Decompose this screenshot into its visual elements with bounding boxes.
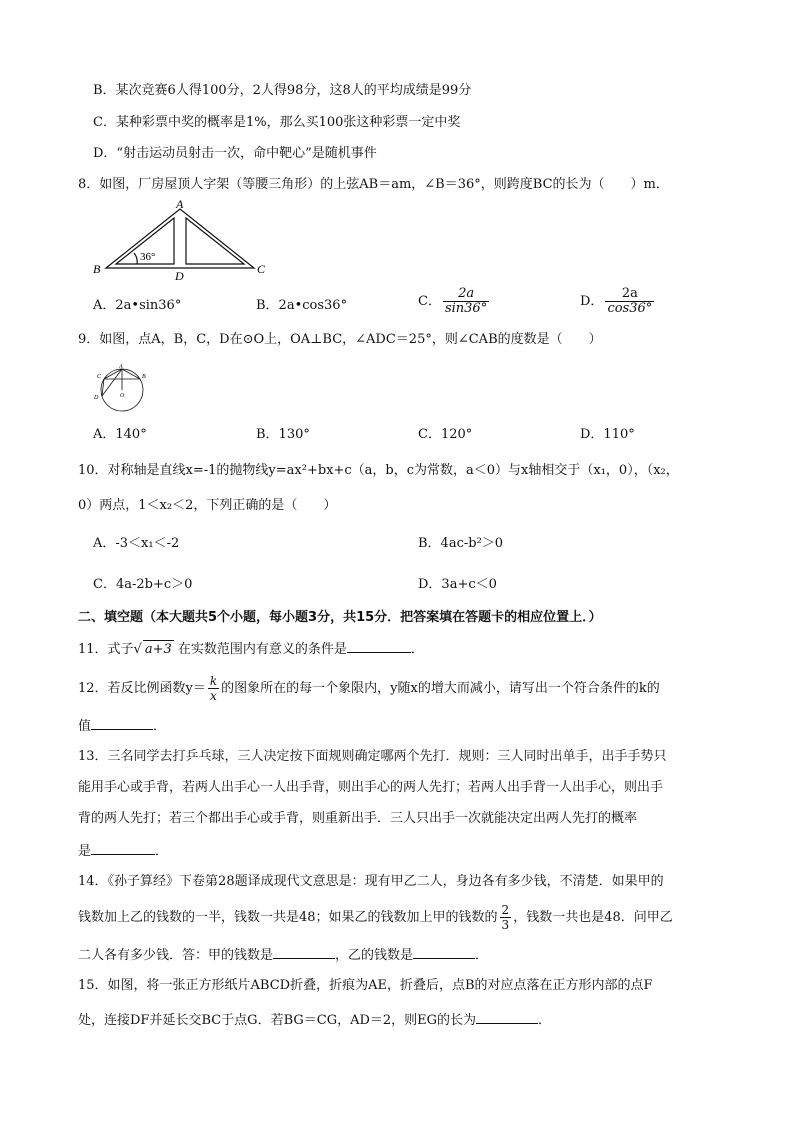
q14-line3-b: ，乙的钱数是 — [335, 948, 414, 963]
q9-label-b: B — [142, 374, 146, 380]
q15-line2-text: 处，连接DF并延长交BC于点G．若BG＝CG，AD＝2，则EG的长为 — [78, 1013, 477, 1028]
q8-right-inner-triangle — [186, 218, 244, 264]
q14-answer-blank-1[interactable] — [273, 945, 335, 959]
q12-end: ． — [153, 719, 167, 734]
q9-option-a: A．140° — [93, 427, 147, 442]
q8-label-a: A — [176, 198, 184, 211]
q8-option-c — [418, 287, 491, 316]
q14-line2-a: 钱数加上乙的钱数的一半，钱数一共是48；如果乙的钱数加上甲的钱数的 — [78, 910, 498, 925]
q14-denominator: 3 — [501, 918, 510, 932]
q12-answer-blank[interactable] — [91, 716, 153, 730]
q13-line1: 13．三名同学去打乒乓球，三人决定按下面规则确定哪两个先打．规则：三人同时出单手，出手手势只 — [78, 749, 667, 764]
q9-label-a: A — [119, 364, 123, 370]
q8-option-d-numerator: 2a — [605, 287, 654, 302]
q13-line4 — [78, 841, 168, 861]
q12-line2: 值 — [78, 719, 92, 734]
section-2-title: 二、填空题（本大题共5个小题，每小题3分，共15分．把答案填在答题卡的相应位置上．） — [78, 610, 602, 625]
q14-line3 — [78, 945, 488, 965]
q11-radicand: a+3 — [144, 642, 172, 657]
q8-angle-arc — [134, 253, 137, 264]
q14-line3-a: 二人各有多少钱．答：甲的钱数是 — [78, 948, 274, 963]
q8-label-b: B — [93, 262, 101, 276]
q8-option-d — [580, 287, 656, 316]
q9-label-d: D — [94, 395, 99, 401]
q11-stem: 11．式子√ a+3 在实数范围内有意义的条件是 ． — [78, 639, 424, 659]
q8-option-c-label: C． — [418, 294, 441, 309]
q8-truss-figure — [90, 198, 280, 280]
q14-line2-b: ，钱数一共也是48．问甲乙 — [513, 910, 673, 925]
q9-stem: 9．如图，点A，B，C，D在⊙O上，OA⊥BC，∠ADC＝25°，则∠CAB的度数是（ ） — [78, 332, 602, 347]
q8-outer-triangle — [106, 209, 254, 268]
q12-numerator: k — [209, 674, 218, 688]
q11-suffix: 在实数范围内有意义的条件是 — [177, 642, 347, 657]
q9-label-c: C — [97, 374, 102, 380]
q9-circle-figure — [90, 360, 152, 416]
q11-answer-blank[interactable] — [347, 639, 411, 653]
q7-option-d: D．“射击运动员射击一次，命中靶心”是随机事件 — [93, 146, 377, 161]
q13-line3: 背的两人先打；若三个都出手心或手背，则重新出手．三人只出手一次就能决定出两人先打的概率 — [78, 811, 638, 826]
q14-numerator: 2 — [501, 903, 510, 917]
q15-line2 — [78, 1010, 551, 1030]
q12-stem-line2 — [78, 716, 166, 736]
q12-prefix: 12．若反比例函数y＝ — [78, 681, 206, 696]
q12-denominator: x — [210, 689, 217, 703]
q10-option-b: B．4ac-b²＞0 — [418, 536, 504, 551]
q8-stem: 8．如图，厂房屋顶人字架（等腰三角形）的上弦AB＝am，∠B＝36°，则跨度BC的长为（ ）m． — [78, 177, 669, 192]
q13-answer-blank[interactable] — [91, 841, 155, 855]
q9-option-b: B．130° — [256, 427, 310, 442]
q13-line4-text: 是 — [78, 844, 92, 859]
q8-angle-label: 36° — [140, 251, 156, 263]
q8-option-b: B．2a•cos36° — [256, 298, 348, 313]
q9-label-o: O — [120, 393, 125, 399]
q11-prefix: 11．式子 — [78, 642, 134, 657]
q13-line2: 能用手心或手背，若两人出手心一人出手背，则出手心的两人先打；若两人出手背一人出手心，则出手 — [78, 780, 664, 795]
q8-label-d: D — [175, 269, 184, 280]
q15-end: ． — [538, 1013, 552, 1028]
q14-answer-blank-2[interactable] — [413, 945, 475, 959]
q8-option-d-label: D． — [580, 294, 604, 309]
q10-option-a: A．-3＜x₁＜-2 — [93, 536, 180, 551]
q14-end: ． — [475, 948, 489, 963]
q12-suffix: 的图象所在的每一个象限内，y随x的增大而减小，请写出一个符合条件的k的 — [221, 681, 660, 696]
q14-line2 — [78, 903, 673, 932]
q10-option-d: D．3a+c＜0 — [418, 577, 497, 592]
q8-label-c: C — [257, 262, 266, 276]
q9-option-d: D．110° — [580, 427, 635, 442]
q10-stem-line2: 0）两点，1＜x₂＜2，下列正确的是（ ） — [78, 498, 337, 513]
q7-option-c: C．某种彩票中奖的概率是1%，那么买100张这种彩票一定中奖 — [93, 115, 461, 130]
q11-end: ． — [410, 642, 424, 657]
q10-option-c: C．4a-2b+c＞0 — [93, 577, 193, 592]
q10-stem-line1: 10．对称轴是直线x=-1的抛物线y=ax²+bx+c（a，b，c为常数，a＜0）与x轴相交于（x₁，0），（x₂， — [78, 463, 679, 478]
q8-option-d-denominator: cos36° — [607, 301, 653, 316]
q14-line1: 14．《孙子算经》下卷第28题译成现代文意思是：现有甲乙二人，身边各有多少钱，不清楚．如果甲的 — [78, 874, 664, 889]
q15-answer-blank[interactable] — [476, 1010, 538, 1024]
q8-option-c-numerator: 2a — [443, 287, 489, 302]
q7-option-b: B．某次竞赛6人得100分，2人得98分，这8人的平均成绩是99分 — [93, 83, 472, 98]
q15-line1: 15．如图，将一张正方形纸片ABCD折叠，折痕为AE，折叠后，点B的对应点落在正方形内部的点F — [78, 978, 653, 993]
q12-stem-line1 — [78, 674, 660, 703]
q8-option-c-denominator: sin36° — [444, 301, 488, 316]
q13-end: ． — [155, 844, 169, 859]
q8-option-a: A．2a•sin36° — [93, 298, 182, 313]
q9-option-c: C．120° — [418, 427, 473, 442]
